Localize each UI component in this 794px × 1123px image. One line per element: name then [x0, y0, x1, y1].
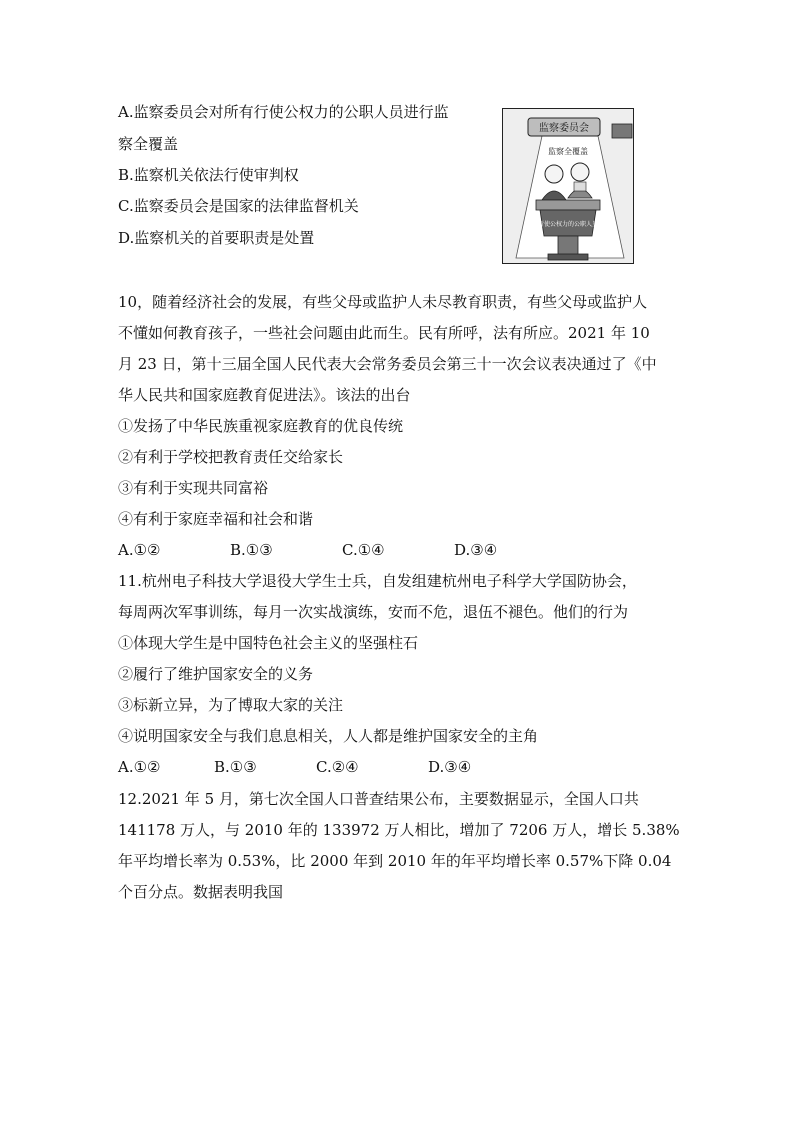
q11-choice-b[interactable]: B.①③	[214, 758, 257, 776]
q11-stem-line-1: 11.杭州电子科技大学退役大学生士兵，自发组建杭州电子科学大学国防协会，	[118, 572, 637, 590]
q10-stem-line-3: 月 23 日，第十三届全国人民代表大会常务委员会第三十一次会议表决通过了《中	[118, 355, 657, 373]
q11-choice-a[interactable]: A.①②	[118, 758, 161, 776]
q11-choices	[118, 757, 471, 777]
q12-stem-line-4: 个百分点。数据表明我国	[118, 883, 284, 901]
q10-stem-line-2: 不懂如何教育孩子，一些社会问题由此而生。民有所呼，法有所应。2021 年 10	[118, 324, 650, 342]
q9-option-a-cont: 察全覆盖	[118, 135, 179, 153]
q11-choice-d[interactable]: D.③④	[428, 758, 472, 776]
q12-stem-line-1: 12.2021 年 5 月，第七次全国人口普查结果公布，主要数据显示，全国人口共	[118, 790, 639, 808]
official-right-head	[571, 163, 589, 181]
q11-stem-line-2: 每周两次军事训练，每月一次实战演练，安而不危，退伍不褪色。他们的行为	[118, 603, 629, 621]
q9-option-a: A.监察委员会对所有行使公权力的公职人员进行监	[118, 103, 449, 121]
q10-statement-3: ③有利于实现共同富裕	[118, 479, 269, 497]
q10-stem-line-4: 华人民共和国家庭教育促进法》。该法的出台	[118, 386, 411, 404]
q11-statement-4: ④说明国家安全与我们息息相关，人人都是维护国家安全的主角	[118, 727, 539, 745]
q9-option-c: C.监察委员会是国家的法律监督机关	[118, 197, 359, 215]
cartoon-beam-text: 监察全覆盖	[548, 147, 588, 156]
q9-option-d: D.监察机关的首要职责是处置	[118, 229, 315, 247]
q11-choice-c[interactable]: C.②④	[316, 758, 359, 776]
q9-option-b: B.监察机关依法行使审判权	[118, 166, 299, 184]
q10-choice-b[interactable]: B.①③	[230, 541, 273, 559]
q10-choice-c[interactable]: C.①④	[342, 541, 385, 559]
q10-statement-1: ①发扬了中华民族重视家庭教育的优良传统	[118, 417, 404, 435]
q10-statement-4: ④有利于家庭幸福和社会和谐	[118, 510, 314, 528]
q10-choice-a[interactable]: A.①②	[118, 541, 161, 559]
cartoon-sign-text: 监察委员会	[539, 123, 589, 134]
q10-statement-2: ②有利于学校把教育责任交给家长	[118, 448, 344, 466]
q11-statement-3: ③标新立异，为了博取大家的关注	[118, 696, 344, 714]
supervision-cartoon	[502, 108, 634, 264]
q12-stem-line-3: 年平均增长率为 0.53%，比 2000 年到 2010 年的年平均增长率 0.57%下降 0.04	[118, 852, 672, 870]
q12-stem-line-2: 141178 万人，与 2010 年的 133972 万人相比，增加了 7206 万人，增长 5.38%	[118, 821, 680, 839]
q11-statement-1: ①体现大学生是中国特色社会主义的坚强柱石	[118, 634, 419, 652]
q10-choice-d[interactable]: D.③④	[454, 541, 498, 559]
official-left-head	[545, 165, 563, 183]
q10-choices	[118, 540, 497, 560]
cartoon-podium-text: 行使公权力的公职人员	[537, 221, 599, 228]
q10-stem-line-1: 10，随着经济社会的发展，有些父母或监护人未尽教育职责，有些父母或监护人	[118, 293, 648, 311]
q11-statement-2: ②履行了维护国家安全的义务	[118, 665, 314, 683]
